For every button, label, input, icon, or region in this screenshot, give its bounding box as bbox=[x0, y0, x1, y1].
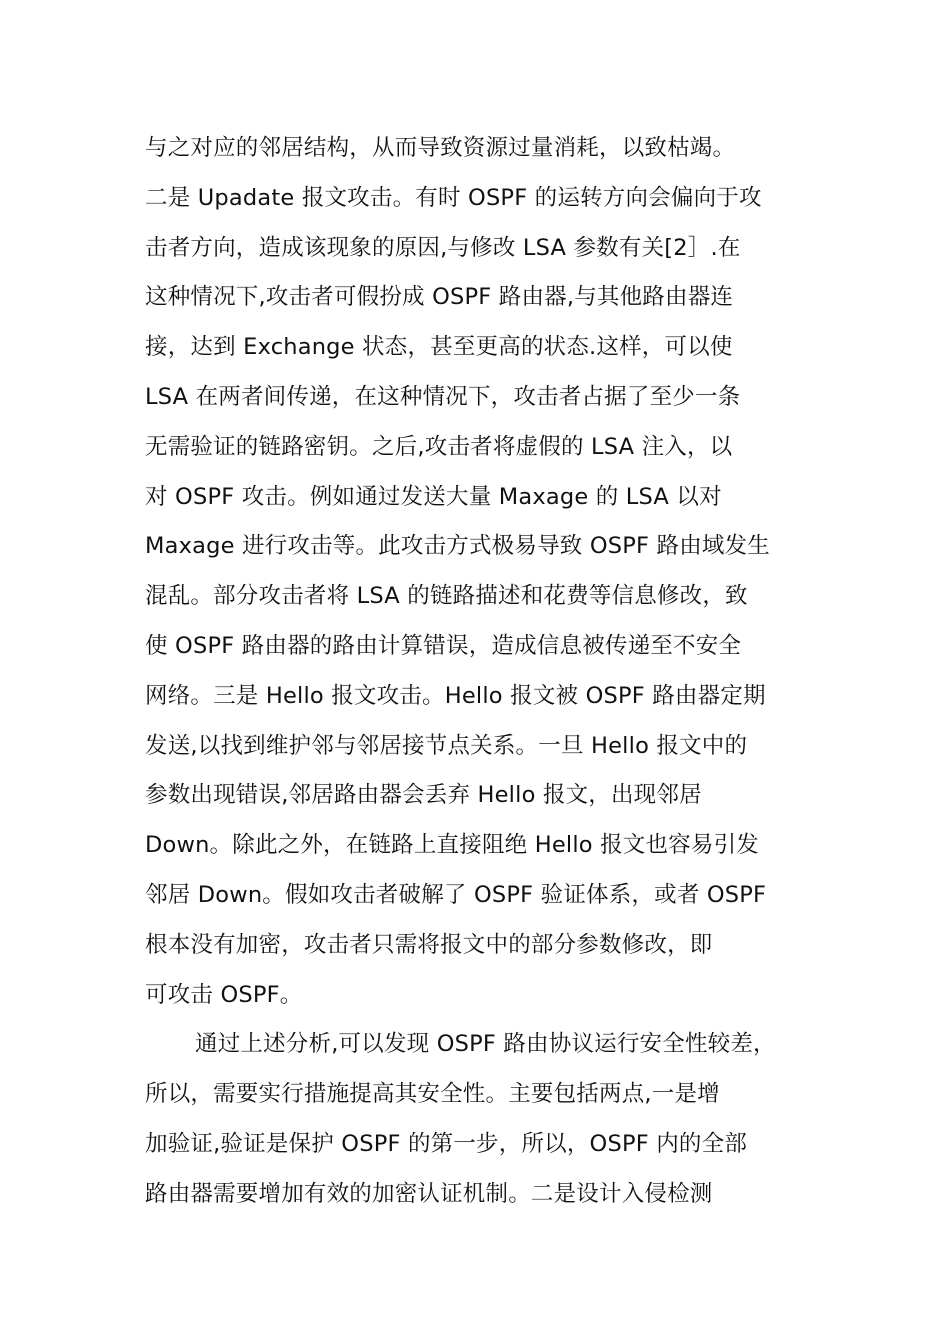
text-line: 这种情况下,攻击者可假扮成 OSPF 路由器,与其他路由器连 bbox=[145, 284, 734, 311]
text-line: 混乱。部分攻击者将 LSA 的链路描述和花费等信息修改，致 bbox=[145, 583, 748, 610]
body-text bbox=[145, 124, 825, 1220]
text-line: 击者方向，造成该现象的原因,与修改 LSA 参数有关[2］.在 bbox=[145, 234, 741, 261]
text-line: 通过上述分析,可以发现 OSPF 路由协议运行安全性较差， bbox=[195, 1031, 776, 1058]
text-line: 与之对应的邻居结构，从而导致资源过量消耗，以致枯竭。 bbox=[145, 135, 736, 161]
text-line: 对 OSPF 攻击。例如通过发送大量 Maxage 的 LSA 以对 bbox=[145, 483, 722, 510]
text-line: 网络。三是 Hello 报文攻击。Hello 报文被 OSPF 路由器定期 bbox=[145, 682, 766, 709]
paragraph-2 bbox=[145, 1020, 825, 1219]
text-line: 加验证,验证是保护 OSPF 的第一步，所以，OSPF 内的全部 bbox=[145, 1130, 748, 1157]
text-line: 发送,以找到维护邻与邻居接节点关系。一旦 Hello 报文中的 bbox=[145, 732, 748, 759]
text-line: 邻居 Down。假如攻击者破解了 OSPF 验证体系，或者 OSPF bbox=[145, 881, 767, 908]
text-line: 所以，需要实行措施提高其安全性。主要包括两点,一是增 bbox=[145, 1081, 720, 1108]
paragraph-1 bbox=[145, 124, 825, 1020]
text-line: 根本没有加密，攻击者只需将报文中的部分参数修改，即 bbox=[145, 931, 713, 958]
text-line: Down。除此之外，在链路上直接阻绝 Hello 报文也容易引发 bbox=[145, 832, 759, 859]
text-line: Maxage 进行攻击等。此攻击方式极易导致 OSPF 路由域发生 bbox=[145, 533, 770, 560]
text-line: 使 OSPF 路由器的路由计算错误，造成信息被传递至不安全 bbox=[145, 632, 742, 659]
text-line: 接，达到 Exchange 状态，甚至更高的状态.这样，可以使 bbox=[145, 334, 733, 361]
text-line: 参数出现错误,邻居路由器会丢弃 Hello 报文，出现邻居 bbox=[145, 782, 702, 809]
text-line: 二是 Upadate 报文攻击。有时 OSPF 的运转方向会偏向于攻 bbox=[145, 184, 762, 211]
text-line: 无需验证的链路密钥。之后,攻击者将虚假的 LSA 注入，以 bbox=[145, 433, 733, 460]
text-line: 可攻击 OSPF。 bbox=[145, 981, 303, 1008]
text-line: LSA 在两者间传递，在这种情况下，攻击者占据了至少一条 bbox=[145, 383, 741, 410]
text-line: 路由器需要增加有效的加密认证机制。二是设计入侵检测 bbox=[145, 1180, 713, 1207]
